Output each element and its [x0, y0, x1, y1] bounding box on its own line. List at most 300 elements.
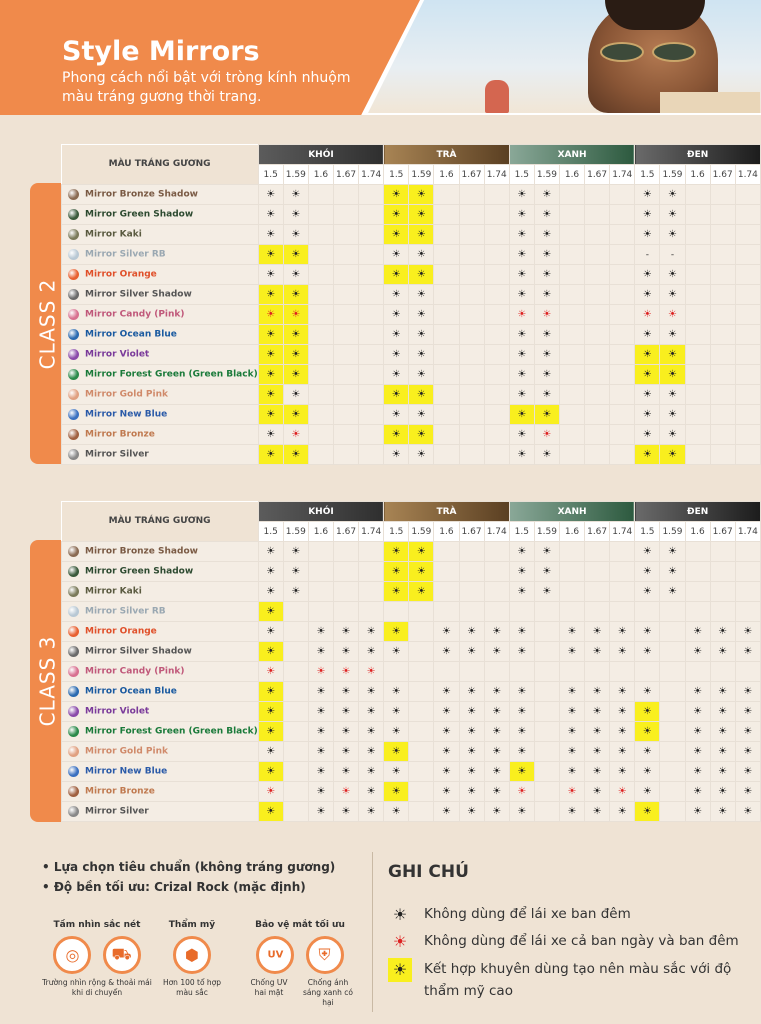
compat-cell — [359, 782, 384, 802]
compat-cell — [258, 742, 283, 762]
compat-cell — [283, 385, 308, 405]
compat-cell — [635, 562, 660, 582]
compat-cell — [534, 305, 559, 325]
sun-black-icon: ☀ — [266, 765, 276, 777]
compat-cell — [635, 642, 660, 662]
compat-cell — [635, 602, 660, 622]
compat-cell — [308, 425, 333, 445]
compat-cell — [685, 782, 710, 802]
compat-cell — [710, 305, 735, 325]
compat-cell — [735, 602, 760, 622]
sun-black-icon: ☀ — [391, 368, 401, 380]
compat-cell — [484, 602, 509, 622]
lens-swatch-icon — [68, 786, 79, 797]
sun-black-icon: ☀ — [567, 645, 577, 657]
sun-black-icon: ☀ — [291, 228, 301, 240]
compat-cell — [710, 662, 735, 682]
compat-cell — [283, 762, 308, 782]
compat-cell — [559, 205, 584, 225]
compat-cell — [685, 285, 710, 305]
lens-name: Mirror Candy (Pink) — [85, 666, 185, 677]
compat-cell — [384, 385, 409, 405]
compat-cell — [735, 425, 760, 445]
compat-cell — [534, 642, 559, 662]
sun-black-icon: ☀ — [441, 805, 451, 817]
lens-name: Mirror Gold Pink — [85, 389, 168, 400]
compat-cell — [660, 225, 685, 245]
compat-cell — [308, 562, 333, 582]
sun-black-icon: ☀ — [416, 585, 426, 597]
header-banner — [0, 0, 761, 115]
compat-cell — [610, 245, 635, 265]
compat-cell — [283, 662, 308, 682]
sun-black-icon: ☀ — [391, 448, 401, 460]
sun-red-icon: ☀ — [341, 785, 351, 797]
sun-black-icon: ☀ — [341, 645, 351, 657]
sun-black-icon: ☀ — [592, 705, 602, 717]
sun-black-icon: ☀ — [416, 388, 426, 400]
note-black: ☀ Không dùng để lái xe ban đêm — [388, 903, 759, 927]
sun-black-icon: ☀ — [642, 388, 652, 400]
compat-cell — [258, 802, 283, 822]
sun-black-icon: ☀ — [642, 685, 652, 697]
compat-cell — [283, 185, 308, 205]
lens-name: Mirror Ocean Blue — [85, 329, 177, 340]
compat-cell — [258, 205, 283, 225]
compat-cell — [333, 385, 358, 405]
table-row — [62, 602, 761, 622]
sun-black-icon: ☀ — [517, 188, 527, 200]
class3-label: CLASS 3 — [35, 635, 60, 727]
compat-cell — [484, 305, 509, 325]
sun-black-icon: ☀ — [366, 625, 376, 637]
lens-swatch-icon — [68, 766, 79, 777]
compat-cell — [484, 742, 509, 762]
sun-black-icon: ☀ — [693, 785, 703, 797]
sun-black-icon: ☀ — [617, 805, 627, 817]
compat-cell — [409, 642, 434, 662]
sun-black-icon: ☀ — [693, 745, 703, 757]
group-header-3: ĐEN — [635, 502, 761, 522]
compat-cell — [610, 682, 635, 702]
compat-cell — [258, 642, 283, 662]
sun-black-icon: ☀ — [667, 228, 677, 240]
car-icon: ⛟ — [103, 936, 141, 974]
sun-black-icon: ☀ — [667, 388, 677, 400]
lens-swatch-icon — [68, 566, 79, 577]
sun-black-icon: ☀ — [341, 805, 351, 817]
sun-black-icon: ☀ — [542, 388, 552, 400]
compat-cell — [308, 602, 333, 622]
compat-cell — [534, 722, 559, 742]
compat-cell — [685, 562, 710, 582]
compat-cell — [283, 285, 308, 305]
compat-cell — [735, 185, 760, 205]
compat-cell — [710, 642, 735, 662]
compat-cell — [685, 345, 710, 365]
sun-black-icon: ☀ — [693, 705, 703, 717]
sun-black-icon: ☀ — [642, 268, 652, 280]
sun-black-icon: ☀ — [517, 545, 527, 557]
compat-cell — [333, 702, 358, 722]
compat-cell — [258, 762, 283, 782]
compat-cell — [610, 365, 635, 385]
compat-cell — [585, 542, 610, 562]
sun-black-icon: ☀ — [592, 765, 602, 777]
compat-cell — [509, 782, 534, 802]
lens-swatch-icon — [68, 746, 79, 757]
lens-name: Mirror Violet — [85, 706, 150, 717]
note-yellow: ☀ Kết hợp khuyên dùng tạo nên màu sắc với độ thẩm mỹ cao — [388, 958, 759, 1002]
compat-cell — [610, 582, 635, 602]
sun-black-icon: ☀ — [441, 645, 451, 657]
sun-black-icon: ☀ — [542, 408, 552, 420]
woman-figure — [485, 80, 509, 113]
compat-cell — [409, 345, 434, 365]
sun-black-icon: ☀ — [642, 408, 652, 420]
sun-black-icon: ☀ — [743, 805, 753, 817]
compat-cell — [735, 642, 760, 662]
sun-black-icon: ☀ — [416, 268, 426, 280]
compat-cell — [559, 762, 584, 782]
sun-black-icon: ☀ — [693, 645, 703, 657]
compat-cell — [459, 345, 484, 365]
compat-cell — [610, 385, 635, 405]
sun-black-icon: ☀ — [341, 725, 351, 737]
compat-cell — [660, 702, 685, 722]
compat-cell — [409, 562, 434, 582]
compat-cell — [735, 445, 760, 465]
compat-cell — [509, 622, 534, 642]
compat-cell — [559, 245, 584, 265]
group-header-1: TRÀ — [384, 502, 510, 522]
compat-cell — [585, 265, 610, 285]
sun-black-icon: ☀ — [567, 625, 577, 637]
compat-cell — [258, 662, 283, 682]
sun-black-icon: ☀ — [517, 388, 527, 400]
sun-black-icon: ☀ — [391, 428, 401, 440]
compat-cell — [409, 722, 434, 742]
compat-cell — [735, 205, 760, 225]
sun-black-icon: ☀ — [467, 745, 477, 757]
lens-swatch-icon — [68, 409, 79, 420]
compat-cell — [459, 245, 484, 265]
compat-cell — [484, 205, 509, 225]
table-row — [62, 385, 761, 405]
compat-cell — [283, 425, 308, 445]
compat-cell — [660, 602, 685, 622]
compat-cell — [585, 365, 610, 385]
compat-cell — [308, 782, 333, 802]
options-list — [42, 860, 362, 900]
compat-cell — [534, 185, 559, 205]
sun-black-icon: ☀ — [517, 745, 527, 757]
compat-cell — [534, 265, 559, 285]
sun-black-icon: ☀ — [517, 288, 527, 300]
index-header: 1.59 — [283, 165, 308, 185]
compat-cell — [735, 762, 760, 782]
compat-cell — [585, 742, 610, 762]
compat-cell — [333, 285, 358, 305]
table-row — [62, 245, 761, 265]
sun-black-icon: ☀ — [567, 725, 577, 737]
index-header: 1.67 — [710, 522, 735, 542]
color-palette-icon: ⬢ — [173, 936, 211, 974]
sun-black-icon: ☀ — [492, 645, 502, 657]
compat-cell — [635, 405, 660, 425]
sun-black-icon: ☀ — [718, 645, 728, 657]
compat-cell — [534, 682, 559, 702]
sun-black-icon: ☀ — [642, 328, 652, 340]
compat-cell — [610, 722, 635, 742]
compat-cell — [484, 405, 509, 425]
compat-cell — [635, 305, 660, 325]
compat-cell — [384, 265, 409, 285]
compat-cell — [710, 742, 735, 762]
compat-cell — [585, 305, 610, 325]
compat-cell — [258, 702, 283, 722]
sun-black-icon: ☀ — [291, 288, 301, 300]
compat-cell — [359, 265, 384, 285]
sun-black-icon: ☀ — [416, 248, 426, 260]
table-row — [62, 205, 761, 225]
compat-cell — [459, 542, 484, 562]
sun-black-icon: ☀ — [266, 705, 276, 717]
compat-cell — [333, 345, 358, 365]
compat-cell — [710, 205, 735, 225]
sun-black-icon: ☀ — [291, 585, 301, 597]
sun-black-icon: ☀ — [291, 368, 301, 380]
compat-cell — [409, 365, 434, 385]
sun-black-icon: ☀ — [492, 705, 502, 717]
compat-cell — [559, 225, 584, 245]
compat-cell — [484, 185, 509, 205]
sun-black-icon: ☀ — [416, 428, 426, 440]
compat-cell — [434, 602, 459, 622]
compat-cell — [559, 622, 584, 642]
compat-cell — [685, 325, 710, 345]
sun-black-icon: ☀ — [492, 685, 502, 697]
compat-cell — [534, 325, 559, 345]
compat-cell — [509, 542, 534, 562]
sun-black-icon: ☀ — [291, 545, 301, 557]
compat-cell — [534, 562, 559, 582]
compat-cell — [735, 802, 760, 822]
compat-cell — [484, 722, 509, 742]
sun-black-icon: ☀ — [266, 805, 276, 817]
compat-cell — [484, 365, 509, 385]
compat-cell — [258, 185, 283, 205]
compat-cell — [484, 642, 509, 662]
sun-black-icon: ☀ — [291, 565, 301, 577]
compat-cell — [635, 425, 660, 445]
sun-black-icon: ☀ — [492, 805, 502, 817]
compat-cell — [283, 405, 308, 425]
compat-cell — [534, 782, 559, 802]
compat-cell — [384, 802, 409, 822]
compat-cell — [735, 245, 760, 265]
sun-red-icon: ☀ — [517, 308, 527, 320]
sun-black-icon: ☀ — [266, 565, 276, 577]
sun-black-icon: ☀ — [266, 645, 276, 657]
sun-black-icon: ☀ — [642, 448, 652, 460]
sun-black-icon: ☀ — [567, 705, 577, 717]
sun-black-icon: ☀ — [542, 368, 552, 380]
table-row — [62, 582, 761, 602]
compat-cell — [735, 722, 760, 742]
sun-black-icon: ☀ — [542, 348, 552, 360]
compat-cell — [735, 225, 760, 245]
sun-red-icon: ☀ — [567, 785, 577, 797]
compat-cell — [434, 542, 459, 562]
compat-cell — [359, 762, 384, 782]
compat-cell — [258, 225, 283, 245]
sun-black-icon: ☀ — [743, 645, 753, 657]
compat-cell — [610, 425, 635, 445]
compat-cell — [484, 445, 509, 465]
compat-cell — [283, 582, 308, 602]
lens-swatch-icon — [68, 706, 79, 717]
compat-cell — [735, 542, 760, 562]
compat-cell — [384, 305, 409, 325]
lens-name: Mirror Bronze Shadow — [85, 189, 198, 200]
sun-black-icon: ☀ — [341, 765, 351, 777]
sun-black-icon: ☀ — [266, 328, 276, 340]
shield-icon: ⛨ — [306, 936, 344, 974]
compat-cell — [509, 305, 534, 325]
compat-cell — [710, 682, 735, 702]
compat-cell — [635, 742, 660, 762]
compat-cell — [559, 602, 584, 622]
sun-black-icon: ☀ — [266, 745, 276, 757]
sun-black-icon: ☀ — [391, 408, 401, 420]
compat-cell — [283, 782, 308, 802]
compat-cell — [409, 702, 434, 722]
compat-cell — [258, 405, 283, 425]
compat-cell — [258, 782, 283, 802]
sun-black-icon: ☀ — [366, 685, 376, 697]
compat-cell — [610, 205, 635, 225]
compat-cell — [409, 205, 434, 225]
compat-cell — [308, 365, 333, 385]
compat-cell — [283, 722, 308, 742]
compat-cell — [585, 602, 610, 622]
sun-black-icon: ☀ — [667, 268, 677, 280]
compat-cell — [559, 562, 584, 582]
compat-cell — [610, 445, 635, 465]
compat-cell — [710, 782, 735, 802]
sun-black-icon: ☀ — [266, 228, 276, 240]
compat-cell — [509, 425, 534, 445]
compat-cell — [434, 662, 459, 682]
compat-cell — [585, 762, 610, 782]
compat-cell — [283, 702, 308, 722]
compat-cell — [610, 542, 635, 562]
compat-cell — [610, 325, 635, 345]
compat-cell — [559, 682, 584, 702]
compat-cell — [333, 682, 358, 702]
compat-cell — [258, 622, 283, 642]
sun-black-icon: ☀ — [617, 645, 627, 657]
sun-black-icon: ☀ — [642, 545, 652, 557]
sun-black-icon: ☀ — [391, 248, 401, 260]
sun-black-icon: ☀ — [693, 625, 703, 637]
sun-black-icon: ☀ — [416, 545, 426, 557]
sun-red-icon: ☀ — [392, 932, 408, 951]
compat-cell — [384, 662, 409, 682]
compat-cell — [359, 405, 384, 425]
compat-cell — [585, 285, 610, 305]
compat-cell — [333, 662, 358, 682]
sun-black-icon: ☀ — [743, 705, 753, 717]
sun-black-icon: ☀ — [693, 805, 703, 817]
compat-cell — [308, 542, 333, 562]
sun-black-icon: ☀ — [291, 328, 301, 340]
index-header: 1.74 — [484, 522, 509, 542]
compat-cell — [258, 385, 283, 405]
compat-cell — [283, 802, 308, 822]
lens-swatch-icon — [68, 389, 79, 400]
compat-cell — [333, 782, 358, 802]
index-header: 1.74 — [484, 165, 509, 185]
sunglasses-icon — [592, 42, 702, 62]
compat-cell — [409, 662, 434, 682]
sun-black-icon: ☀ — [718, 765, 728, 777]
compat-cell — [685, 802, 710, 822]
sun-black-icon: ☀ — [316, 725, 326, 737]
compat-cell — [384, 782, 409, 802]
compat-cell — [710, 762, 735, 782]
compat-cell — [635, 265, 660, 285]
compat-cell — [509, 602, 534, 622]
compat-cell: - — [660, 245, 685, 265]
compat-cell — [735, 702, 760, 722]
compat-cell — [333, 305, 358, 325]
compat-cell — [509, 445, 534, 465]
compat-cell — [585, 405, 610, 425]
compat-cell — [559, 542, 584, 562]
table-row — [62, 682, 761, 702]
compat-cell — [384, 682, 409, 702]
compat-cell — [660, 682, 685, 702]
compat-cell — [258, 582, 283, 602]
compat-cell — [359, 622, 384, 642]
sun-black-icon: ☀ — [642, 188, 652, 200]
sun-black-icon: ☀ — [617, 685, 627, 697]
compat-cell — [258, 245, 283, 265]
sun-black-icon: ☀ — [341, 625, 351, 637]
compat-cell — [308, 702, 333, 722]
compat-cell — [308, 742, 333, 762]
compat-cell — [283, 345, 308, 365]
lens-swatch-icon — [68, 189, 79, 200]
compat-cell — [660, 445, 685, 465]
compat-cell — [484, 702, 509, 722]
sun-red-icon: ☀ — [266, 665, 276, 677]
sun-black-icon: ☀ — [392, 905, 408, 924]
lens-name: Mirror Silver — [85, 449, 149, 460]
sun-black-icon: ☀ — [517, 448, 527, 460]
lens-name: Mirror Silver RB — [85, 606, 166, 617]
compat-cell — [635, 682, 660, 702]
index-header: 1.67 — [459, 522, 484, 542]
sun-black-icon: ☀ — [592, 725, 602, 737]
compat-cell — [559, 365, 584, 385]
sun-red-icon: ☀ — [266, 308, 276, 320]
sun-black-icon: ☀ — [517, 408, 527, 420]
table-row — [62, 365, 761, 385]
sun-black-icon: ☀ — [391, 745, 401, 757]
